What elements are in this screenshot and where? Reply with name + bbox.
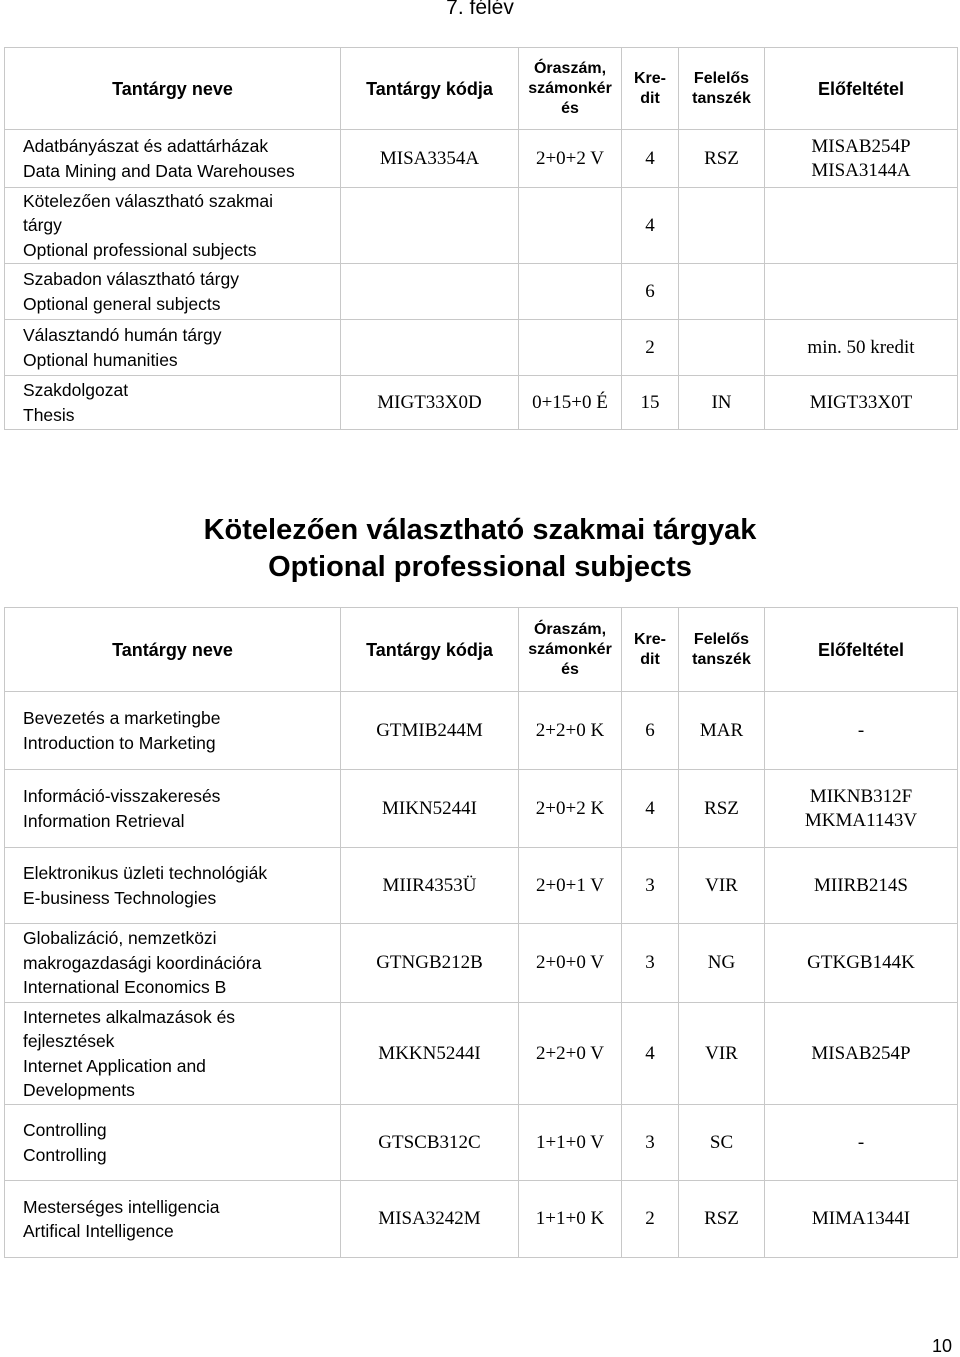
subject-hours: 2+2+0 K: [519, 692, 622, 770]
subject-code: GTNGB212B: [341, 924, 519, 1003]
subject-code: MIKN5244I: [341, 770, 519, 848]
header-dept: Felelős tanszék: [679, 608, 765, 692]
table-header-row: [5, 608, 958, 692]
subject-name: Internetes alkalmazások és fejlesztések Internet Application and Developments: [5, 1003, 341, 1105]
table-row: [5, 264, 958, 320]
subject-prereq: MISAB254P: [765, 1003, 958, 1105]
subject-prereq: min. 50 kredit: [765, 320, 958, 376]
subject-credit: 3: [622, 924, 679, 1003]
subject-dept: VIR: [679, 1003, 765, 1105]
semester-title: 7. félév: [446, 0, 514, 19]
subject-prereq: -: [765, 1105, 958, 1181]
header-credit: Kre- dit: [622, 48, 679, 130]
table-row: [5, 1105, 958, 1181]
subject-credit: 3: [622, 848, 679, 924]
subject-prereq: -: [765, 692, 958, 770]
subject-code: MKKN5244I: [341, 1003, 519, 1105]
subject-hours: 2+0+1 V: [519, 848, 622, 924]
subject-credit: 2: [622, 1181, 679, 1258]
table-row: [5, 924, 958, 1003]
subject-dept: NG: [679, 924, 765, 1003]
subject-dept: RSZ: [679, 770, 765, 848]
subject-name: Globalizáció, nemzetközi makrogazdasági koordinációra International Economics B: [5, 924, 341, 1003]
subject-hours: [519, 264, 622, 320]
subject-name: Kötelezően választható szakmai tárgy Optional professional subjects: [5, 188, 341, 264]
subject-prereq: [765, 188, 958, 264]
subject-code: MISA3354A: [341, 130, 519, 188]
subject-dept: [679, 264, 765, 320]
table-row: [5, 1003, 958, 1105]
header-name: Tantárgy neve: [5, 608, 341, 692]
subject-hours: 1+1+0 V: [519, 1105, 622, 1181]
subject-dept: [679, 188, 765, 264]
subject-name: Szakdolgozat Thesis: [5, 376, 341, 430]
subject-dept: MAR: [679, 692, 765, 770]
subject-prereq: MISAB254P MISA3144A: [765, 130, 958, 188]
header-name: Tantárgy neve: [5, 48, 341, 130]
subject-prereq: MIMA1344I: [765, 1181, 958, 1258]
subject-hours: 1+1+0 K: [519, 1181, 622, 1258]
section-title-hu: Kötelezően választható szakmai tárgyak: [203, 514, 757, 546]
header-credit: Kre- dit: [622, 608, 679, 692]
table-row: [5, 188, 958, 264]
page-number: 10: [931, 1336, 952, 1356]
table-row: [5, 692, 958, 770]
header-hours: Óraszám, számonkér és: [519, 48, 622, 130]
subject-credit: 15: [622, 376, 679, 430]
table-row: [5, 320, 958, 376]
subject-hours: [519, 320, 622, 376]
header-prereq: Előfeltétel: [765, 48, 958, 130]
subject-dept: [679, 320, 765, 376]
semester-7-table: [4, 47, 958, 430]
section-title-en: Optional professional subjects: [268, 551, 692, 583]
subject-prereq: [765, 264, 958, 320]
header-code: Tantárgy kódja: [341, 608, 519, 692]
subject-name: Controlling Controlling: [5, 1105, 341, 1181]
subject-name: Szabadon választható tárgy Optional general subjects: [5, 264, 341, 320]
subject-credit: 4: [622, 1003, 679, 1105]
header-dept: Felelős tanszék: [679, 48, 765, 130]
header-hours: Óraszám, számonkér és: [519, 608, 622, 692]
header-code: Tantárgy kódja: [341, 48, 519, 130]
table-row: [5, 770, 958, 848]
section-title: [0, 512, 960, 586]
subject-prereq: GTKGB144K: [765, 924, 958, 1003]
subject-dept: IN: [679, 376, 765, 430]
table-row: [5, 376, 958, 430]
table-header-row: [5, 48, 958, 130]
subject-hours: 2+2+0 V: [519, 1003, 622, 1105]
subject-hours: 2+0+2 K: [519, 770, 622, 848]
subject-dept: VIR: [679, 848, 765, 924]
subject-hours: [519, 188, 622, 264]
subject-code: [341, 264, 519, 320]
subject-credit: 4: [622, 770, 679, 848]
subject-name: Információ-visszakeresés Information Retrieval: [5, 770, 341, 848]
subject-hours: 0+15+0 É: [519, 376, 622, 430]
subject-name: Bevezetés a marketingbe Introduction to Marketing: [5, 692, 341, 770]
table-row: [5, 1181, 958, 1258]
subject-credit: 4: [622, 188, 679, 264]
subject-code: GTMIB244M: [341, 692, 519, 770]
subject-hours: 2+0+0 V: [519, 924, 622, 1003]
subject-name: Elektronikus üzleti technológiák E-business Technologies: [5, 848, 341, 924]
table-row: [5, 130, 958, 188]
subject-code: GTSCB312C: [341, 1105, 519, 1181]
subject-credit: 3: [622, 1105, 679, 1181]
subject-dept: RSZ: [679, 130, 765, 188]
subject-hours: 2+0+2 V: [519, 130, 622, 188]
subject-credit: 4: [622, 130, 679, 188]
subject-credit: 6: [622, 264, 679, 320]
subject-prereq: MIGT33X0T: [765, 376, 958, 430]
header-prereq: Előfeltétel: [765, 608, 958, 692]
subject-dept: RSZ: [679, 1181, 765, 1258]
table-row: [5, 848, 958, 924]
subject-code: MIIR4353Ü: [341, 848, 519, 924]
subject-dept: SC: [679, 1105, 765, 1181]
subject-code: MISA3242M: [341, 1181, 519, 1258]
subject-code: [341, 320, 519, 376]
subject-prereq: MIIRB214S: [765, 848, 958, 924]
subject-prereq: MIKNB312F MKMA1143V: [765, 770, 958, 848]
subject-name: Mesterséges intelligencia Artifical Intelligence: [5, 1181, 341, 1258]
subject-name: Választandó humán tárgy Optional humanities: [5, 320, 341, 376]
subject-code: MIGT33X0D: [341, 376, 519, 430]
subject-code: [341, 188, 519, 264]
subject-credit: 6: [622, 692, 679, 770]
subject-name: Adatbányászat és adattárházak Data Mining and Data Warehouses: [5, 130, 341, 188]
subject-credit: 2: [622, 320, 679, 376]
optional-professional-table: [4, 607, 958, 1258]
